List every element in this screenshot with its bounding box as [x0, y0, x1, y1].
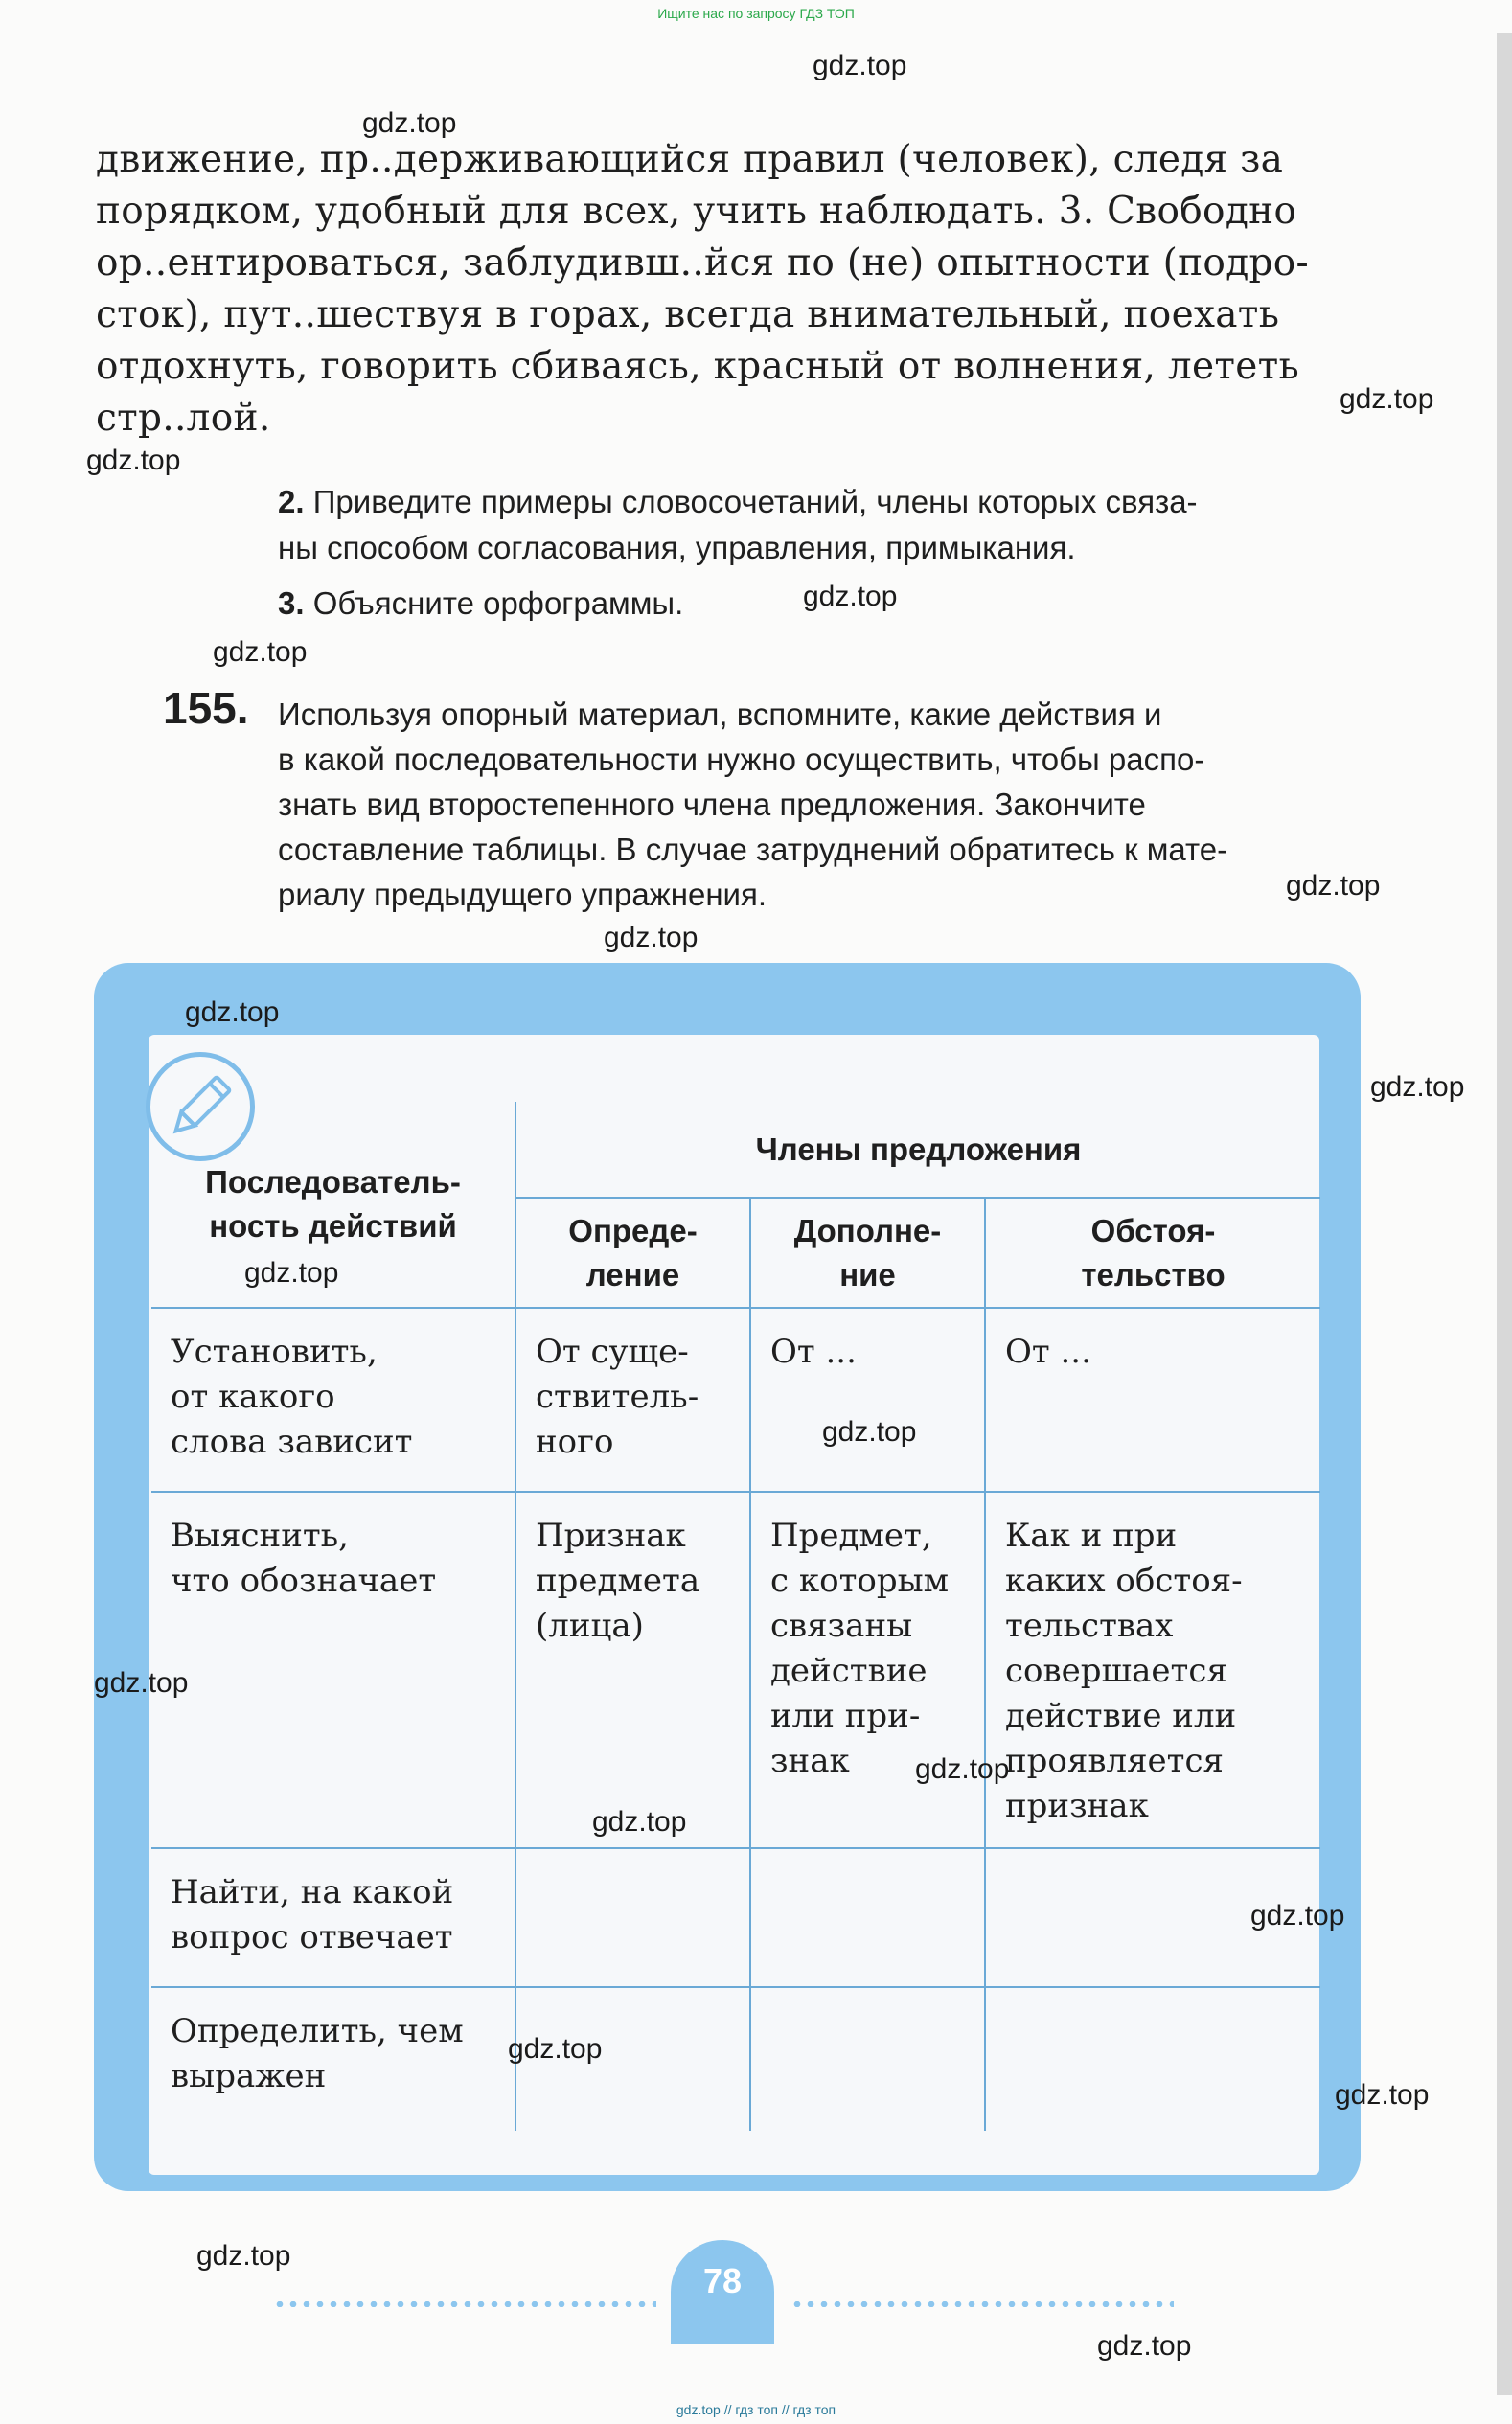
page-divider-right — [790, 2301, 1174, 2307]
watermark: gdz.top — [1335, 2079, 1430, 2111]
header-adverbial — [985, 1198, 1320, 1308]
watermark: gdz.top — [915, 1753, 1010, 1785]
cell-line: Выяснить, — [171, 1517, 349, 1555]
cell-line: с которым — [770, 1562, 950, 1600]
text-line: составление таблицы. В случае затруднений обратитесь к мате- — [278, 832, 1228, 867]
watermark: gdz.top — [86, 445, 181, 476]
header-line: тельство — [1081, 1256, 1226, 1292]
text-line: ор..ентироваться, заблудивш..йся по (не) опытности (подро- — [96, 241, 1310, 285]
cell-line: От ... — [1005, 1333, 1091, 1371]
cell-line: Определить, чем — [171, 2012, 464, 2050]
object-cell — [750, 1987, 985, 2131]
cell-line: действие — [770, 1652, 928, 1690]
watermark: gdz.top — [94, 1667, 189, 1699]
watermark: gdz.top — [1097, 2330, 1192, 2362]
cell-line: Признак — [536, 1517, 686, 1555]
cell-line: Как и при — [1005, 1517, 1178, 1555]
cell-line: проявляется — [1005, 1742, 1224, 1780]
watermark: gdz.top — [604, 922, 699, 953]
text-line: стр..лой. — [96, 397, 271, 440]
cell-line: что обозначает — [171, 1562, 437, 1600]
cell-line: совершается — [1005, 1652, 1227, 1690]
cell-line: От ... — [770, 1333, 857, 1371]
watermark: gdz.top — [813, 50, 907, 81]
task-text: ны способом согласования, управления, примыкания. — [278, 530, 1076, 565]
cell-line: ного — [536, 1423, 614, 1461]
header-line: Обстоя- — [1090, 1212, 1216, 1248]
table-row — [151, 1987, 1320, 2131]
header-line: ность действий — [209, 1208, 457, 1244]
cell-line: или при- — [770, 1697, 921, 1735]
task-text: Приведите примеры словосочетаний, члены которых связа- — [312, 484, 1198, 519]
cell-line: (лица) — [536, 1607, 644, 1645]
header-attribute — [515, 1198, 750, 1308]
object-cell — [750, 1308, 985, 1492]
cell-line: связаны — [770, 1607, 913, 1645]
task-2 — [278, 479, 1361, 571]
header-line: Опреде- — [568, 1212, 698, 1248]
cell-line: знак — [770, 1742, 850, 1780]
attribute-cell — [515, 1848, 750, 1987]
watermark: gdz.top — [213, 636, 308, 668]
adverbial-cell — [985, 1492, 1320, 1848]
page-number: 78 — [702, 2261, 743, 2300]
watermark: gdz.top — [1370, 1071, 1465, 1103]
cell-line: действие или — [1005, 1697, 1237, 1735]
text-line: сток), пут..шествуя в горах, всегда внимательный, поехать — [96, 293, 1280, 336]
task-text: Объясните орфограммы. — [312, 585, 684, 621]
page-divider-left — [273, 2301, 656, 2307]
watermark: gdz.top — [803, 581, 898, 612]
cell-line: Найти, на какой — [171, 1873, 454, 1911]
cell-line: от какого — [171, 1378, 335, 1416]
adverbial-cell — [985, 1987, 1320, 2131]
watermark: gdz.top — [185, 996, 280, 1028]
watermark: gdz.top — [1286, 870, 1381, 902]
cell-line: Предмет, — [770, 1517, 932, 1555]
header-object — [750, 1198, 985, 1308]
action-cell — [151, 1987, 515, 2131]
text-line: Используя опорный материал, вспомните, какие действия и — [278, 697, 1162, 732]
header-line: Последователь- — [205, 1164, 461, 1200]
adverbial-cell — [985, 1308, 1320, 1492]
header-line: ние — [839, 1256, 896, 1292]
table-row — [151, 1308, 1320, 1492]
watermark: gdz.top — [1340, 383, 1434, 415]
watermark: gdz.top — [362, 107, 457, 139]
object-cell — [750, 1492, 985, 1848]
header-line: ление — [585, 1256, 680, 1292]
text-line: порядком, удобный для всех, учить наблюдать. 3. Свободно — [96, 190, 1297, 233]
cell-line: вопрос отвечает — [171, 1918, 453, 1956]
cell-line: От суще- — [536, 1333, 689, 1371]
text-line: движение, пр..держивающийся правил (человек), следя за — [96, 138, 1284, 181]
cell-line: тельствах — [1005, 1607, 1174, 1645]
task-number: 2. — [278, 484, 305, 519]
pencil-icon — [146, 1052, 255, 1161]
action-cell — [151, 1492, 515, 1848]
cell-line: предмета — [536, 1562, 700, 1600]
exercise-number: 155. — [163, 683, 249, 733]
cell-line: выражен — [171, 2057, 327, 2095]
cell-line: признак — [1005, 1787, 1149, 1825]
watermark: gdz.top — [822, 1416, 917, 1448]
text-line: риалу предыдущего упражнения. — [278, 877, 767, 912]
action-cell — [151, 1308, 515, 1492]
table-row — [151, 1848, 1320, 1987]
watermark: gdz.top — [1250, 1900, 1345, 1932]
site-banner: Ищите нас по запросу ГДЗ ТОП — [657, 6, 855, 21]
cell-line: Установить, — [171, 1333, 378, 1371]
cell-line: ствитель- — [536, 1378, 699, 1416]
cell-line: слова зависит — [171, 1423, 413, 1461]
exercise-continuation-text — [96, 134, 1361, 445]
attribute-cell — [515, 1492, 750, 1848]
task-number: 3. — [278, 585, 305, 621]
text-line: отдохнуть, говорить сбиваясь, красный от волнения, лететь — [96, 345, 1299, 388]
object-cell — [750, 1848, 985, 1987]
site-footer: gdz.top // гдз топ // гдз топ — [676, 2402, 836, 2417]
exercise-instruction — [278, 692, 1361, 917]
cell-line: каких обстоя- — [1005, 1562, 1243, 1600]
text-line: в какой последовательности нужно осуществить, чтобы распо- — [278, 742, 1205, 777]
attribute-cell — [515, 1308, 750, 1492]
table-row — [151, 1492, 1320, 1848]
page-edge — [1497, 33, 1512, 2395]
text-line: знать вид второстепенного члена предложения. Закончите — [278, 787, 1146, 822]
watermark: gdz.top — [244, 1257, 339, 1289]
watermark: gdz.top — [592, 1806, 687, 1838]
header-group: Члены предложения — [515, 1102, 1320, 1198]
action-cell — [151, 1848, 515, 1987]
header-line: Дополне- — [793, 1212, 942, 1248]
watermark: gdz.top — [196, 2240, 291, 2272]
watermark: gdz.top — [508, 2033, 603, 2065]
